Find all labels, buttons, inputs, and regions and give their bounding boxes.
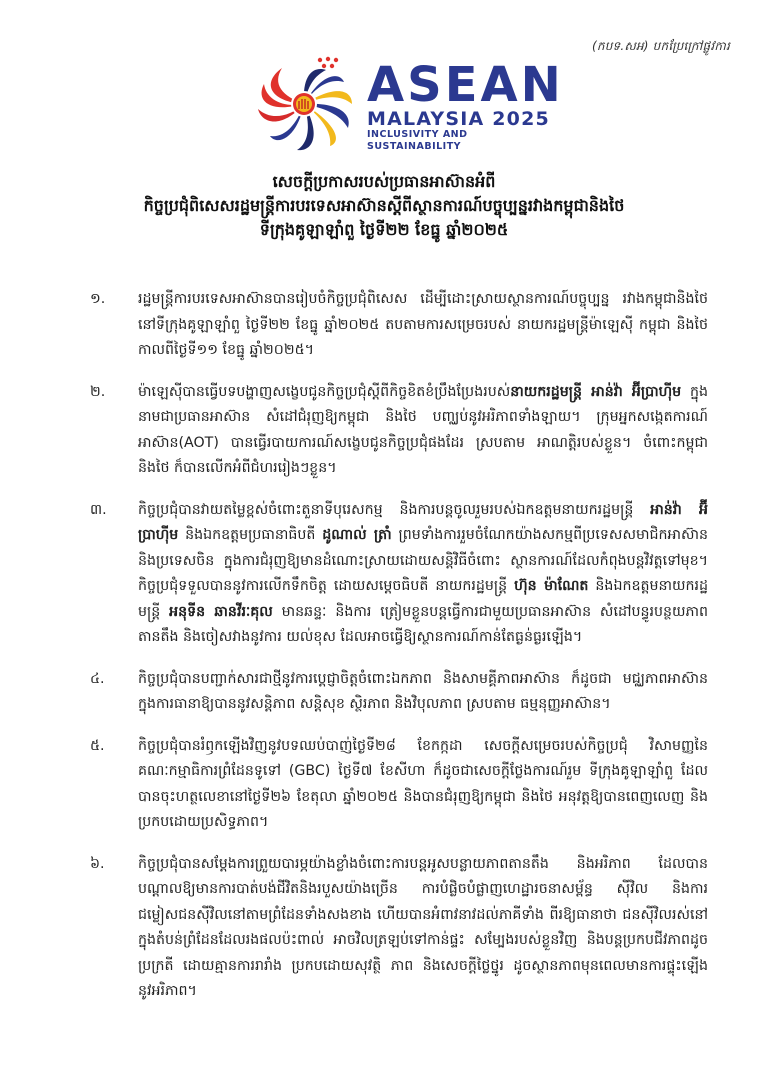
paragraph-3 bbox=[88, 498, 708, 651]
paragraph-number: ៥. bbox=[90, 737, 105, 754]
document-title bbox=[0, 170, 768, 242]
logo-asean-text: ASEAN bbox=[367, 57, 564, 113]
title-line-1: សេចក្តីប្រកាសរបស់ប្រធានអាស៊ានអំពី bbox=[272, 172, 496, 191]
bold-name-hun-manet: ហ៊ុន ម៉ាណែត bbox=[514, 578, 589, 594]
bold-name-anutin: អនុទីន ឆានវីរៈគុល bbox=[169, 603, 273, 620]
paragraph-number: ១. bbox=[90, 291, 106, 307]
paragraph-5 bbox=[88, 734, 708, 836]
paragraph-number: ៦. bbox=[90, 855, 105, 872]
title-line-2: កិច្ចប្រជុំពិសេសរដ្ឋមន្ត្រីការបរទេសអាស៊ានស្តីពីស្ថានការណ៍បច្ចុប្បន្នរវាងកម្ពុជានិងថៃ bbox=[143, 196, 625, 215]
asean-swirl-emblem-icon bbox=[252, 54, 357, 154]
paragraph-2 bbox=[88, 380, 708, 482]
bold-name-anwar: អាន់វ៉ា អ៊ីប្រាហ៊ីម bbox=[138, 501, 708, 543]
paragraph-6 bbox=[88, 852, 708, 1005]
paragraph-text: ម៉ាឡេស៊ីបានធ្វើបទបង្ហាញសង្ខេបជូនកិច្ចប្រជុំស្តីពីកិច្ចខិតខំប្រឹងប្រែងរបស់នាយករដ្ឋមន្ត្រី អាន់វ៉ា អ៊ីប្រាហ៊ីម ក្នុងនាមជាប្រធានអាស៊ាន សំដៅជំរុញឱ្យកម្ពុជា និងថៃ បញ្ឈប់នូវអរិភាពទាំងឡាយ។ ក្រុមអ្នកសង្កេតការណ៍អាស៊ាន(AOT) បានធ្វើរបាយការណ៍សង្ខេបជូនកិច្ចប្រជុំផងដែរ ស្របតាម អាណត្តិរបស់ខ្លួន។ ចំពោះកម្ពុជា និងថៃ ក៏បានលើកអំពីជំហររៀងៗខ្លួន។ bbox=[138, 383, 708, 476]
paragraph-number: ២. bbox=[90, 383, 106, 400]
unofficial-translation-note: (កបទ.សអ) បកប្រែក្រៅផ្លូវការ bbox=[592, 39, 730, 53]
paragraph-text: រដ្ឋមន្ត្រីការបរទេសអាស៊ានបានរៀបចំកិច្ចប្រជុំពិសេស ដើម្បីដោះស្រាយស្ថានការណ៍បច្ចុប្បន្ន រវាងកម្ពុជានិងថៃ នៅទីក្រុងគូឡាឡាំពួ ថ្ងៃទី២២ ខែធ្នូ ឆ្នាំ២០២៥ តបតាមការសម្រេចរបស់ នាយករដ្ឋមន្ត្រីម៉ាឡេស៊ី កម្ពុជា និងថៃ កាលពីថ្ងៃទី១១ ខែធ្នូ ឆ្នាំ២០២៥។ bbox=[138, 291, 708, 358]
paragraph-text: កិច្ចប្រជុំបានរំឭកឡើងវិញនូវបទឈប់បាញ់ថ្ងៃទី២៨ ខែកក្កដា សេចក្តីសម្រេចរបស់កិច្ចប្រជុំ វិសាមញ្ញនៃគណៈកម្មាធិការព្រំដែនទូទៅ (GBC) ថ្ងៃទី៧ ខែសីហា ក៏ដូចជាសេចក្តីថ្លែងការណ៍រួម ទីក្រុងគូឡាឡាំពួ ដែលបានចុះហត្ថលេខានៅថ្ងៃទី២៦ ខែតុលា ឆ្នាំ២០២៥ និងបានជំរុញឱ្យកម្ពុជា និងថៃ អនុវត្តឱ្យបានពេញលេញ និងប្រកបដោយប្រសិទ្ធភាព។ bbox=[138, 737, 708, 830]
bold-name-anwar: នាយករដ្ឋមន្ត្រី អាន់វ៉ា អ៊ីប្រាហ៊ីម bbox=[510, 383, 682, 400]
paragraph-text: កិច្ចប្រជុំបានបញ្ជាក់សារជាថ្មីនូវការប្តេជ្ញាចិត្តចំពោះឯកភាព និងសាមគ្គីភាពអាស៊ាន ក៏ដូចជា មជ្ឈភាពអាស៊ាន ក្នុងការធានាឱ្យបាននូវសន្តិភាព សន្តិសុខ ស្ថិរភាព និងវិបុលភាព ស្របតាម ធម្មនុញ្ញអាស៊ាន។ bbox=[138, 670, 708, 712]
paragraph-text: កិច្ចប្រជុំបានវាយតម្លៃខ្ពស់ចំពោះតួនាទីបុរេសកម្ម និងការបន្តចូលរួមរបស់ឯកឧត្តមនាយករដ្ឋមន្ត្រី អាន់វ៉ា អ៊ីប្រាហ៊ីម និងឯកឧត្តមប្រធានាធិបតី ដូណាល់ ត្រាំ ព្រមទាំងការរួមចំណែកយ៉ាងសកម្មពីប្រទេសសមាជិកអាស៊ាន និងប្រទេសចិន ក្នុងការជំរុញឱ្យមានដំណោះស្រាយដោយសន្តិវិធីចំពោះ ស្ថានការណ៍ដែលកំពុងបន្តវិវត្តទៅមុខ។ កិច្ចប្រជុំទទួលបាននូវការលើកទឹកចិត្ត ដោយសម្តេចធិបតី នាយករដ្ឋមន្ត្រី ហ៊ុន ម៉ាណែត និងឯកឧត្តមនាយករដ្ឋមន្ត្រី អនុទីន ឆានវីរៈគុល មានឆន្ទៈ និងការ ត្រៀមខ្លួនបន្តធ្វើការជាមួយប្រធានអាស៊ាន សំដៅបន្ធូរបន្ថយភាពតានតឹង និងចៀសវាងនូវការ យល់ខុស ដែលអាចធ្វើឱ្យស្ថានការណ៍កាន់តែធ្ងន់ធ្ងរឡើង។ bbox=[138, 501, 709, 645]
logo-country-year: MALAYSIA 2025 bbox=[367, 108, 550, 130]
paragraph-number: ៣. bbox=[90, 501, 107, 518]
paragraph-1 bbox=[88, 287, 708, 364]
title-line-3: ទីក្រុងគូឡាឡាំពួ ថ្ងៃទី២២ ខែធ្នូ ឆ្នាំ២០២៥ bbox=[259, 220, 509, 239]
bold-name-trump: ដូណាល់ ត្រាំ bbox=[322, 527, 392, 543]
asean-malaysia-2025-logo bbox=[252, 54, 564, 154]
paragraph-4 bbox=[88, 667, 708, 718]
logo-theme: INCLUSIVITY AND SUSTAINABILITY bbox=[367, 129, 468, 152]
paragraph-number: ៤. bbox=[90, 670, 105, 687]
paragraph-text: កិច្ចប្រជុំបានសម្តែងការព្រួយបារម្ភយ៉ាងខ្លាំងចំពោះការបន្តអូសបន្លាយភាពតានតឹង និងអរិភាព ដែលបានបណ្តាលឱ្យមានការបាត់បង់ជីវិតនិងរបួសយ៉ាងច្រើន ការបំផ្លិចបំផ្លាញហេដ្ឋារចនាសម្ព័ន្ធ ស៊ីវិល និងការជម្លៀសជនស៊ីវិលនៅតាមព្រំដែនទាំងសងខាង ហើយបានអំពាវនាវដល់ភាគីទាំង ពីរឱ្យធានាថា ជនស៊ីវិលរស់នៅក្នុងតំបន់ព្រំដែនដែលរងផលប៉ះពាល់ អាចវិលត្រឡប់ទៅកាន់ផ្ទះ សម្បែងរបស់ខ្លួនវិញ និងបន្តប្រកបជីវភាពដូចប្រក្រតី ដោយគ្មានការរារាំង ប្រកបដោយសុវត្ថិ ភាព និងសេចក្តីថ្លៃថ្នូរ ដូចស្ថានភាពមុនពេលមានការផ្ទុះឡើងនូវអរិភាព។ bbox=[138, 855, 708, 999]
statement-paragraphs bbox=[88, 287, 708, 1005]
logo-wordmark bbox=[367, 57, 564, 153]
